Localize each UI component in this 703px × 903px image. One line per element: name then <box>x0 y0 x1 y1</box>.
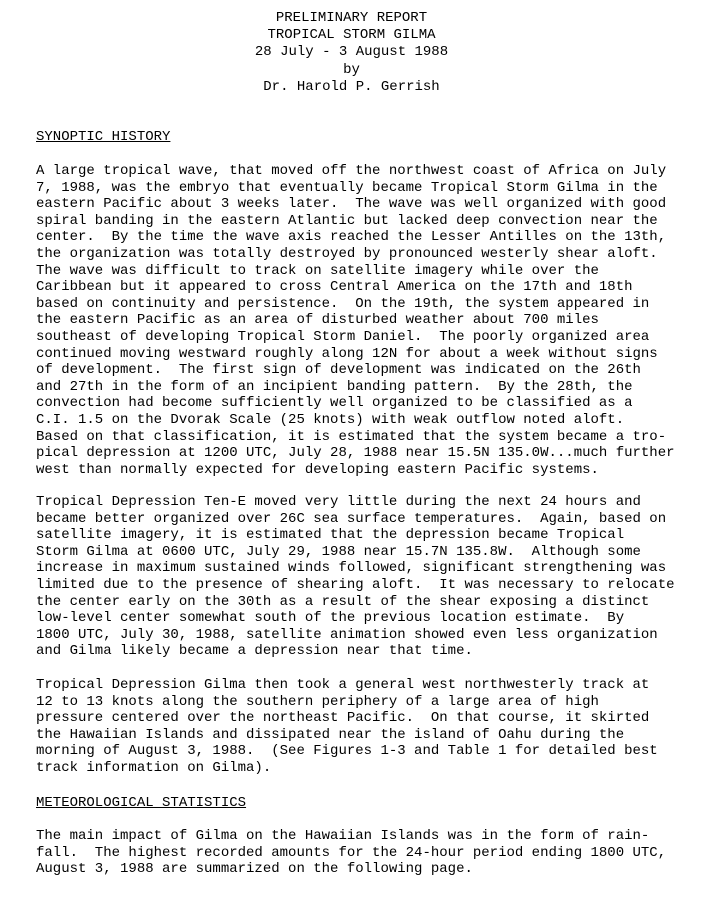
text-line: The main impact of Gilma on the Hawaiian Islands was in the form of rain- <box>36 828 650 844</box>
synoptic-paragraph-1 <box>36 163 686 478</box>
author-name: Dr. Harold P. Gerrish <box>263 78 440 95</box>
synoptic-paragraph-3 <box>36 677 686 777</box>
text-line: center. By the time the wave axis reached the Lesser Antilles on the 13th, <box>36 229 667 246</box>
text-line: southeast of developing Tropical Storm Daniel. The poorly organized area <box>36 328 650 345</box>
text-line: the center early on the 30th as a result of the shear exposing a distinct <box>36 593 650 610</box>
text-line: August 3, 1988 are summarized on the following page. <box>36 861 473 878</box>
meteorological-paragraph-1 <box>36 828 686 878</box>
report-header <box>0 10 703 96</box>
report-type: PRELIMINARY REPORT <box>275 10 428 26</box>
date-range: 28 July - 3 August 1988 <box>254 44 449 61</box>
storm-name: TROPICAL STORM GILMA <box>267 27 436 44</box>
text-line: fall. The highest recorded amounts for the 24-hour period ending 1800 UTC, <box>36 844 667 861</box>
text-line: Caribbean but it appeared to cross Central America on the 17th and 18th <box>36 279 633 296</box>
text-line: Storm Gilma at 0600 UTC, July 29, 1988 near 15.7N 135.8W. Although some <box>36 543 641 560</box>
text-line: C.I. 1.5 on the Dvorak Scale (25 knots) with weak outflow noted aloft. <box>36 411 625 428</box>
by-line: by <box>343 61 360 78</box>
text-line: became better organized over 26C sea surface temperatures. Again, based on <box>36 510 667 527</box>
text-line: satellite imagery, it is estimated that the depression became Tropical <box>36 527 625 544</box>
text-line: pressure centered over the northeast Pacific. On that course, it skirted <box>36 710 650 727</box>
text-line: and 27th in the form of an incipient banding pattern. By the 28th, the <box>36 378 633 395</box>
text-line: pical depression at 1200 UTC, July 28, 1988 near 15.5N 135.0W...much further <box>36 445 675 462</box>
text-line: 7, 1988, was the embryo that eventually became Tropical Storm Gilma in the <box>36 179 658 196</box>
text-line: Tropical Depression Gilma then took a general west northwesterly track at <box>36 677 650 693</box>
meteorological-statistics-heading: METEOROLOGICAL STATISTICS <box>36 795 247 811</box>
text-line: the eastern Pacific as an area of disturbed weather about 700 miles <box>36 312 599 329</box>
text-line: of development. The first sign of development was indicated on the 26th <box>36 362 641 379</box>
text-line: convection had become sufficiently well organized to be classified as a <box>36 395 633 412</box>
text-line: Based on that classification, it is estimated that the system became a tro- <box>36 428 667 445</box>
text-line: based on continuity and persistence. On the 19th, the system appeared in <box>36 295 650 312</box>
text-line: 1800 UTC, July 30, 1988, satellite animation showed even less organization <box>36 626 658 643</box>
text-line: spiral banding in the eastern Atlantic but lacked deep convection near the <box>36 212 658 229</box>
text-line: and Gilma likely became a depression near that time. <box>36 643 473 660</box>
text-line: 12 to 13 knots along the southern periphery of a large area of high <box>36 693 599 710</box>
synoptic-paragraph-2 <box>36 494 686 660</box>
text-line: Tropical Depression Ten-E moved very little during the next 24 hours and <box>36 494 641 510</box>
text-line: A large tropical wave, that moved off the northwest coast of Africa on July <box>36 163 667 179</box>
text-line: limited due to the presence of shearing aloft. It was necessary to relocate <box>36 576 675 593</box>
text-line: west than normally expected for developing eastern Pacific systems. <box>36 461 599 478</box>
text-line: the Hawaiian Islands and dissipated near the island of Oahu during the <box>36 726 625 743</box>
text-line: continued moving westward roughly along 12N for about a week without signs <box>36 345 658 362</box>
text-line: the organization was totally destroyed by pronounced westerly shear aloft. <box>36 245 658 262</box>
text-line: increase in maximum sustained winds followed, significant strengthening was <box>36 560 667 577</box>
text-line: The wave was difficult to track on satellite imagery while over the <box>36 262 599 279</box>
synoptic-history-heading: SYNOPTIC HISTORY <box>36 129 171 145</box>
text-line: eastern Pacific about 3 weeks later. The wave was well organized with good <box>36 196 667 213</box>
text-line: low-level center somewhat south of the previous location estimate. By <box>36 610 625 627</box>
text-line: track information on Gilma). <box>36 759 272 776</box>
text-line: morning of August 3, 1988. (See Figures 1-3 and Table 1 for detailed best <box>36 743 658 760</box>
